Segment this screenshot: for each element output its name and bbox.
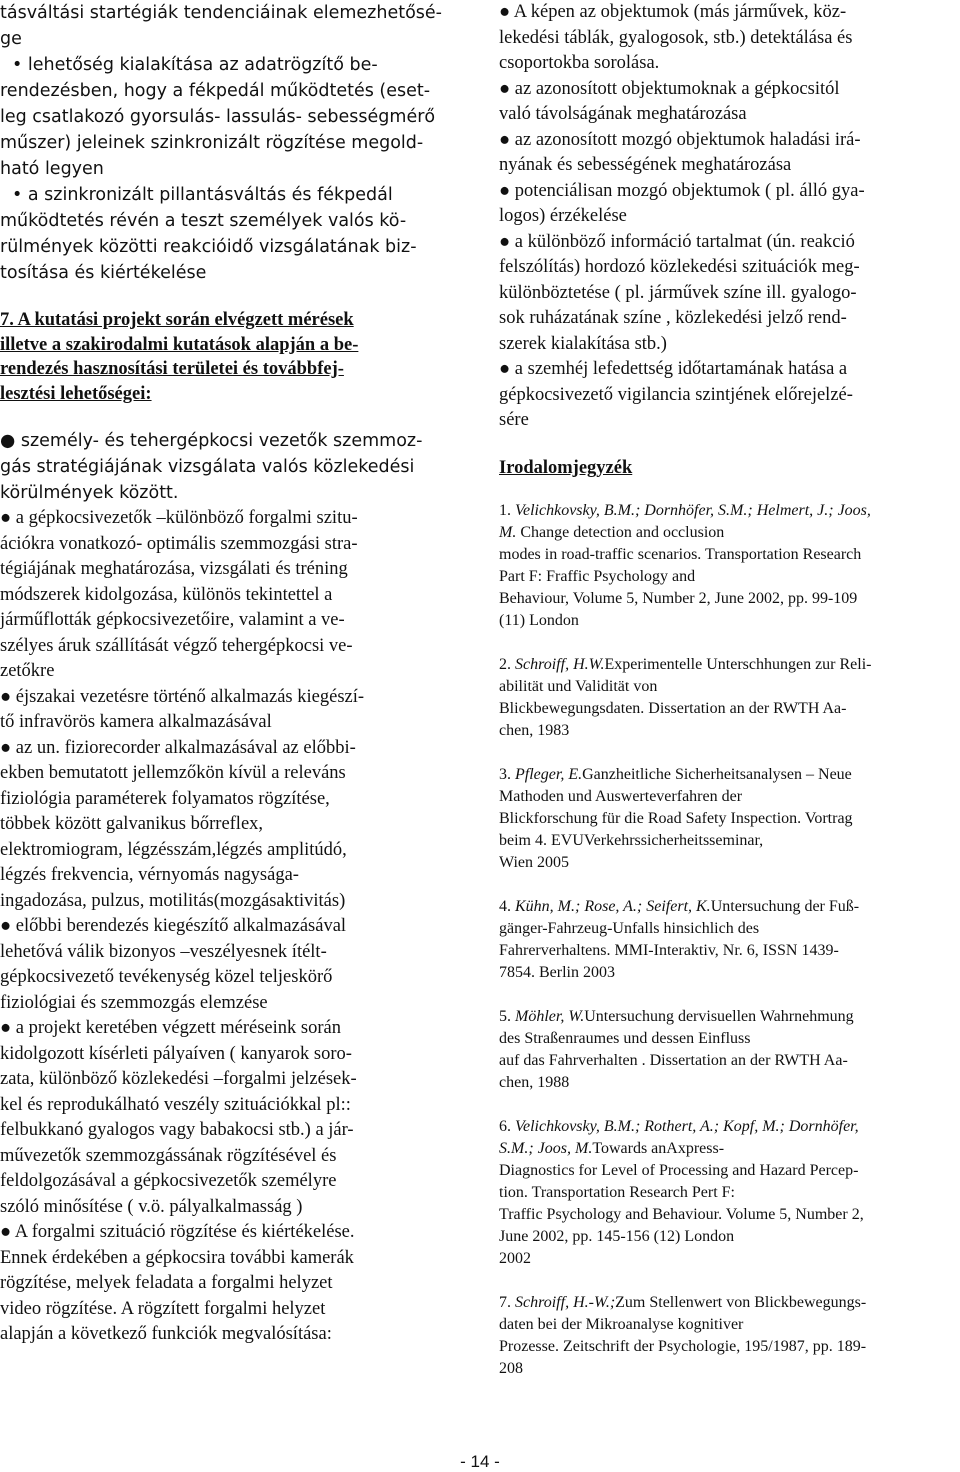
text-line: ge (0, 29, 22, 49)
reference-line (499, 1204, 949, 1226)
reference-text: Diagnostics for Level of Processing and Hazard Percep- (499, 1162, 859, 1179)
text-line: tégiájának meghatározása, vizsgálati és tréning (0, 559, 348, 579)
text-line: ● éjszakai vezetésre történő alkalmazás kiegészí- (0, 686, 365, 707)
text-line: ● a gépkocsivezetők –különböző forgalmi szitu- (0, 508, 358, 528)
reference-authors: Kühn, M.; Rose, A.; Seifert, K. (515, 898, 711, 915)
text-line: kidolgozott kísérleti pályaíven ( kanyarok soro- (0, 1043, 352, 1064)
reference-text: 2002 (499, 1250, 531, 1267)
text-line: sére (499, 410, 529, 430)
reference-line (499, 698, 949, 720)
reference-text: 2. (499, 656, 515, 673)
text-line: különböztetése ( pl. járművek színe ill. gyalogo- (499, 282, 857, 303)
reference-line (499, 786, 949, 808)
reference-text: Zum Stellenwert von Blickbewegungs- (615, 1294, 867, 1311)
reference-authors: Pfleger, E. (515, 766, 583, 783)
right-column (499, 0, 949, 1402)
text-line: ● a különböző információ tartalmat (ún. reakció (499, 231, 855, 252)
reference-text: Blickbewegungsdaten. Dissertation an der RWTH Aa- (499, 700, 847, 717)
text-line: ● az un. fiziorecorder alkalmazásával az előbbi- (0, 737, 356, 758)
reference-line (499, 1226, 949, 1248)
text-line: csoportokba sorolása. (499, 53, 660, 73)
text-line: tő infravörös kamera alkalmazásával (0, 712, 272, 732)
reference-text: beim 4. EVUVerkehrssicherheitsseminar, (499, 832, 764, 849)
reference-text: Traffic Psychology and Behaviour. Volume 5, Number 2, (499, 1206, 864, 1223)
text-line: ható legyen (0, 159, 104, 179)
reference-line (499, 1160, 949, 1182)
intro-paragraph (0, 0, 466, 286)
reference-item (499, 500, 949, 632)
text-line: ● a projekt keretében végzett méréseink során (0, 1018, 341, 1038)
text-line: gás stratégiájának vizsgálata valós közlekedési (0, 457, 415, 477)
text-line: ációkra vonatkozó- optimális szemmozgási stra- (0, 533, 358, 554)
reference-list (499, 500, 949, 1380)
reference-item (499, 1116, 949, 1270)
reference-text: Ganzheitliche Sicherheitsanalysen – Neue (582, 766, 852, 783)
text-line: ingadozása, pulzus, motilitás(mozgásaktivitás) (0, 890, 346, 911)
heading-line: lesztési lehetőségei: (0, 383, 152, 404)
reference-text: Change detection and occlusion (516, 524, 725, 541)
text-line: légzés frekvencia, vérnyomás nagysága- (0, 865, 299, 885)
heading-line: rendezés hasznosítási területei és továbbfej- (0, 359, 344, 379)
reference-text: abilität und Validität von (499, 678, 658, 695)
reference-item (499, 896, 949, 984)
text-line: lekedési táblák, gyalogosok, stb.) detektálása és (499, 27, 853, 48)
text-line: Ennek érdekében a gépkocsira további kamerák (0, 1247, 354, 1268)
reference-line (499, 610, 949, 632)
reference-text: chen, 1988 (499, 1074, 570, 1091)
text-line: szóló minősítése ( v.ö. pályalkalmasság ) (0, 1196, 303, 1217)
text-line: fiziológiai és szemmozgás elemzése (0, 992, 268, 1013)
reference-text: daten bei der Mikroanalyse kognitiver (499, 1316, 744, 1333)
text-line: rendezésben, hogy a fékpedál működtetés (eset- (0, 81, 431, 101)
reference-text: June 2002, pp. 145-156 (12) London (499, 1228, 735, 1245)
reference-text: modes in road-traffic scenarios. Transportation Research (499, 546, 862, 563)
reference-text: 6. (499, 1118, 515, 1135)
text-line: ● személy- és tehergépkocsi vezetők szemmoz- (0, 431, 423, 451)
text-line: kel és reprodukálható veszély szituációkkal pl:: (0, 1094, 351, 1115)
reference-line (499, 940, 949, 962)
reference-line (499, 522, 949, 544)
reference-authors: Velichkovsky, B.M.; Dornhöfer, S.M.; Helmert, J.; Joos, (515, 502, 871, 519)
reference-line (499, 1138, 949, 1160)
reference-item (499, 1006, 949, 1094)
text-line: feldolgozásával a gépkocsivezetők személyre (0, 1171, 337, 1191)
reference-line (499, 676, 949, 698)
reference-authors: Velichkovsky, B.M.; Rothert, A.; Kopf, M.; Dornhöfer, (515, 1118, 859, 1135)
reference-text: (11) London (499, 612, 579, 629)
text-line: műszer) jeleinek szinkronizált rögzítése megold- (0, 133, 424, 153)
reference-line (499, 1314, 949, 1336)
reference-item (499, 764, 949, 874)
reference-line (499, 654, 949, 676)
reference-authors: Möhler, W. (515, 1008, 585, 1025)
reference-text: des Straßenraumes und dessen Einfluss (499, 1030, 751, 1047)
text-line: szélyes áruk szállítását végző tehergépkocsi ve- (0, 635, 353, 656)
text-line: sok ruházatának színe , közlekedési jelző rend- (499, 308, 847, 328)
reference-text: Experimentelle Unterschhungen zur Reli- (604, 656, 872, 673)
text-line: való távolságának meghatározása (499, 104, 747, 124)
reference-line (499, 500, 949, 522)
reference-line (499, 1358, 949, 1380)
reference-text: Behaviour, Volume 5, Number 2, June 2002, pp. 99-109 (499, 590, 858, 607)
reference-line (499, 1182, 949, 1204)
reference-line (499, 918, 949, 940)
reference-line (499, 830, 949, 852)
reference-item (499, 654, 949, 742)
reference-authors: Schroiff, H.-W.; (515, 1294, 616, 1311)
function-list (499, 0, 949, 434)
reference-line (499, 1248, 949, 1270)
reference-text: Wien 2005 (499, 854, 570, 871)
reference-text: gänger-Fahrzeug-Unfalls hinsichlich des (499, 920, 760, 937)
text-line: zata, különböző közlekedési –forgalmi jelzések- (0, 1069, 357, 1089)
reference-line (499, 544, 949, 566)
text-line: művezetők szemmozgássának rögzítésével és (0, 1145, 337, 1166)
text-line: zetőkre (0, 661, 55, 681)
reference-text: Part F: Fraffic Psychology and (499, 568, 696, 585)
text-line: többek között galvanikus bőrreflex, (0, 814, 264, 834)
reference-text: 7. (499, 1294, 515, 1311)
reference-text: 4. (499, 898, 515, 915)
text-line: fiziológia paraméterek folyamatos rögzítése, (0, 788, 330, 809)
text-line: módszerek kidolgozása, különös tekintettel a (0, 584, 333, 605)
reference-item (499, 1292, 949, 1380)
reference-text: auf das Fahrverhalten . Dissertation an der RWTH Aa- (499, 1052, 848, 1069)
text-line: tosítása és kiértékelése (0, 263, 207, 283)
text-line: működtetés révén a teszt személyek valós kö- (0, 211, 407, 231)
reference-line (499, 1116, 949, 1138)
text-line: gépkocsivezető tevékenység közel teljeskörő (0, 967, 333, 987)
text-line: leg csatlakozó gyorsulás- lassulás- sebességmérő (0, 107, 436, 127)
reference-line (499, 1292, 949, 1314)
reference-authors: Schroiff, H.W. (515, 656, 605, 673)
text-line: tásváltási startégiák tendenciáinak elemezhetősé- (0, 3, 442, 23)
section-7-heading (0, 308, 466, 406)
reference-text: tion. Transportation Research Pert F: (499, 1184, 735, 1201)
reference-text: 7854. Berlin 2003 (499, 964, 615, 981)
reference-line (499, 566, 949, 588)
text-line: járműflották gépkocsivezetőire, valamint a ve- (0, 610, 345, 630)
section-7-body (0, 428, 466, 1348)
text-line: felbukkanó gyalogos vagy babakocsi stb.) a jár- (0, 1120, 354, 1140)
reference-text: Prozesse. Zeitschrift der Psychologie, 195/1987, pp. 189- (499, 1338, 867, 1355)
text-line: ● potenciálisan mozgó objektumok ( pl. álló gya- (499, 180, 865, 201)
page-number: - 14 - (460, 1452, 500, 1471)
reference-text: Mathoden und Auswerteverfahren der (499, 788, 743, 805)
reference-line (499, 1072, 949, 1094)
text-line: ● a szemhéj lefedettség időtartamának hatása a (499, 359, 848, 379)
reference-text: Towards anAxpress- (592, 1140, 725, 1157)
text-line: lehetővá válik bizonyos –veszélyesnek ítélt- (0, 941, 327, 962)
reference-line (499, 852, 949, 874)
text-line: szerek kialakítása stb.) (499, 333, 667, 354)
reference-line (499, 962, 949, 984)
text-line: ● előbbi berendezés kiegészítő alkalmazásával (0, 916, 347, 936)
reference-authors: M. (499, 524, 517, 541)
reference-text: 3. (499, 766, 515, 783)
text-line: • lehetőség kialakítása az adatrögzítő be- (12, 55, 378, 75)
reference-text: 5. (499, 1008, 515, 1025)
reference-text: Untersuchung der Fuß- (710, 898, 860, 915)
text-line: elektromiogram, légzésszám,légzés amplitúdó, (0, 839, 347, 860)
heading-line: 7. A kutatási projekt során elvégzett mérések (0, 310, 354, 330)
text-line: gépkocsivezető vigilancia szintjének előrejelzé- (499, 384, 853, 405)
text-line: felszólítás) hordozó közlekedési szituációk meg- (499, 257, 860, 277)
left-column (0, 0, 466, 1348)
reference-line (499, 896, 949, 918)
text-line: • a szinkronizált pillantásváltás és fékpedál (12, 185, 393, 205)
reference-authors: S.M.; Joos, M. (499, 1140, 593, 1157)
text-line: video rögzítése. A rögzített forgalmi helyzet (0, 1298, 326, 1319)
text-line: logos) érzékelése (499, 206, 627, 226)
reference-text: chen, 1983 (499, 722, 570, 739)
reference-text: 208 (499, 1360, 523, 1377)
reference-line (499, 1336, 949, 1358)
reference-line (499, 1006, 949, 1028)
text-line: ● A képen az objektumok (más járművek, köz- (499, 2, 847, 22)
text-line: rülmények közötti reakcióidő vizsgálatának biz- (0, 237, 417, 257)
text-line: körülmények között. (0, 483, 179, 503)
text-line: ● A forgalmi szituáció rögzítése és kiértékelése. (0, 1222, 355, 1242)
reference-text: 1. (499, 502, 515, 519)
reference-line (499, 764, 949, 786)
reference-line (499, 1028, 949, 1050)
reference-text: Fahrerverhaltens. MMI-Interaktiv, Nr. 6, ISSN 1439- (499, 942, 839, 959)
reference-line (499, 588, 949, 610)
bibliography-heading: Irodalomjegyzék (499, 457, 633, 478)
reference-text: Blickforschung für die Road Safety Inspection. Vortrag (499, 810, 853, 827)
reference-line (499, 720, 949, 742)
text-line: rögzítése, melyek feladata a forgalmi helyzet (0, 1273, 333, 1293)
reference-text: Untersuchung dervisuellen Wahrnehmung (584, 1008, 854, 1025)
text-line: ekben bemutatott jellemzőkön kívül a releváns (0, 763, 346, 783)
text-line: alapján a következő funkciók megvalósítása: (0, 1324, 332, 1344)
text-line: ● az azonosított mozgó objektumok haladási irá- (499, 129, 861, 150)
heading-line: illetve a szakirodalmi kutatások alapján a be- (0, 334, 359, 355)
reference-line (499, 1050, 949, 1072)
text-line: ● az azonosított objektumoknak a gépkocsitól (499, 78, 840, 99)
reference-line (499, 808, 949, 830)
text-line: nyának és sebességének meghatározása (499, 155, 792, 175)
